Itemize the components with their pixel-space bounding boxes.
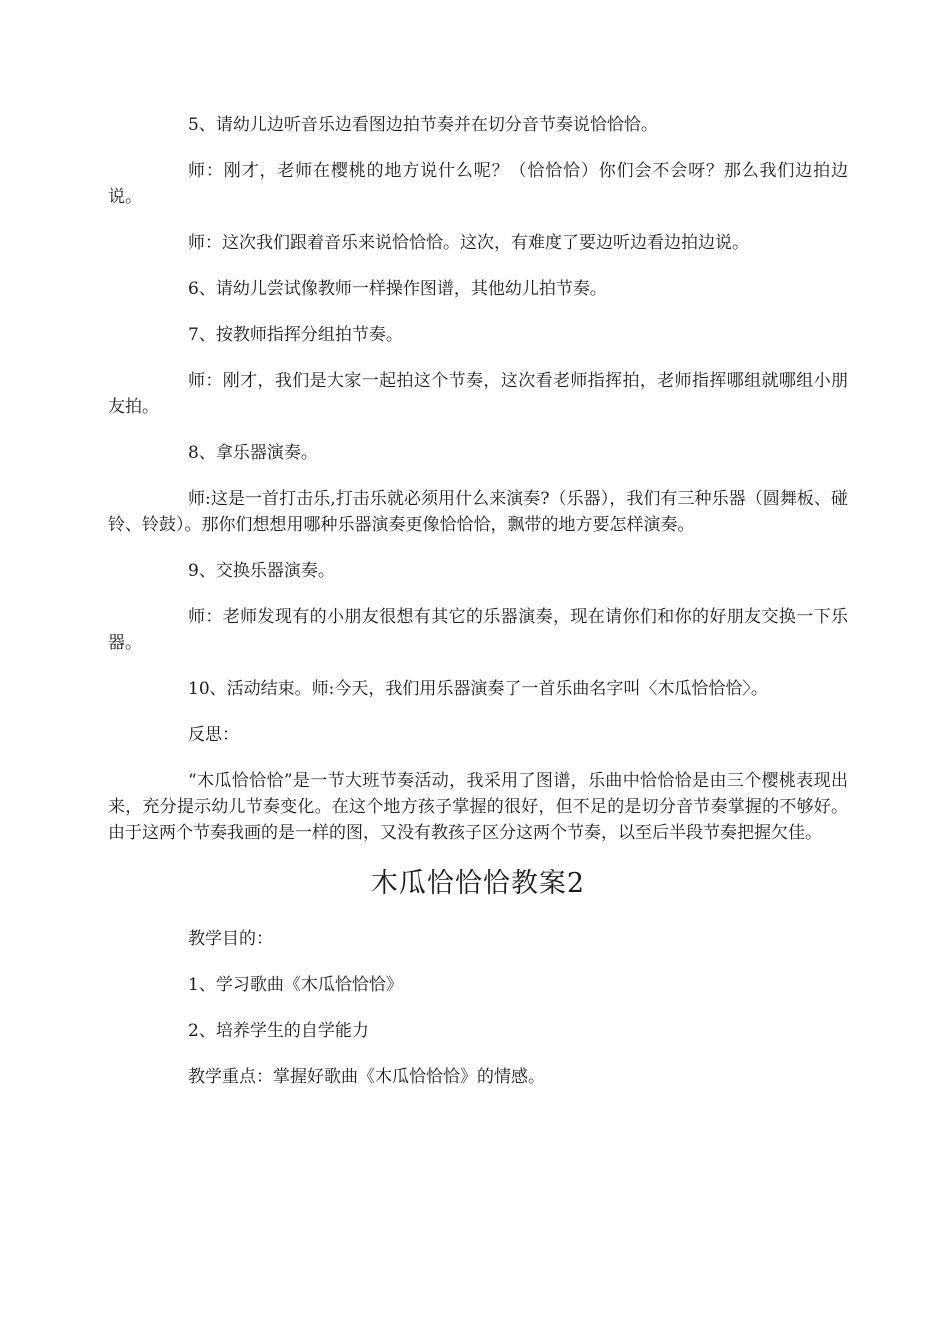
paragraph-teacher-5: 师：老师发现有的小朋友很想有其它的乐器演奏，现在请你们和你的好朋友交换一下乐器。 [108, 607, 848, 653]
paragraph-reflection-label: 反思： [188, 725, 239, 745]
paragraph-step-6: 6、请幼儿尝试像教师一样操作图谱，其他幼儿拍节奏。 [188, 279, 607, 299]
paragraph-step-8: 8、拿乐器演奏。 [188, 443, 318, 463]
paragraph-key-point: 教学重点：掌握好歌曲《木瓜恰恰恰》的情感。 [188, 1067, 545, 1087]
paragraph-step-7: 7、按教师指挥分组拍节奏。 [188, 325, 403, 345]
paragraph-step-5: 5、请幼儿边听音乐边看图边拍节奏并在切分音节奏说恰恰恰。 [188, 115, 658, 135]
paragraph-teacher-1: 师：刚才，老师在樱桃的地方说什么呢？（恰恰恰）你们会不会呀？那么我们边拍边说。 [108, 161, 848, 207]
paragraph-teacher-3: 师：刚才，我们是大家一起拍这个节奏，这次看老师指挥拍，老师指挥哪组就哪组小朋友拍。 [108, 371, 848, 417]
paragraph-teacher-4: 师:这是一首打击乐,打击乐就必须用什么来演奏?（乐器），我们有三种乐器（圆舞板、碰铃、铃鼓）。那你们想想用哪种乐器演奏更像恰恰恰，飘带的地方要怎样演奏。 [108, 489, 848, 535]
paragraph-step-9: 9、交换乐器演奏。 [188, 561, 335, 581]
paragraph-objective-2: 2、培养学生的自学能力 [188, 1021, 369, 1041]
paragraph-reflection-body: “木瓜恰恰恰”是一节大班节奏活动，我采用了图谱，乐曲中恰恰恰是由三个樱桃表现出来，充分提示幼儿节奏变化。在这个地方孩子掌握的很好，但不足的是切分音节奏掌握的不够好。由于这两个节奏我画的是一样的图，又没有教孩子区分这两个节奏，以至后半段节奏把握欠佳。 [108, 771, 848, 843]
section-title: 木瓜恰恰恰教案2 [370, 868, 586, 899]
paragraph-objective-1: 1、学习歌曲《木瓜恰恰恰》 [188, 975, 403, 995]
paragraph-step-10: 10、活动结束。师:今天，我们用乐器演奏了一首乐曲名字叫〈木瓜恰恰恰〉。 [188, 679, 768, 699]
document-page [108, 112, 848, 1110]
paragraph-teacher-2: 师：这次我们跟着音乐来说恰恰恰。这次，有难度了要边听边看边拍边说。 [188, 233, 749, 253]
paragraph-objectives-label: 教学目的： [188, 929, 273, 949]
